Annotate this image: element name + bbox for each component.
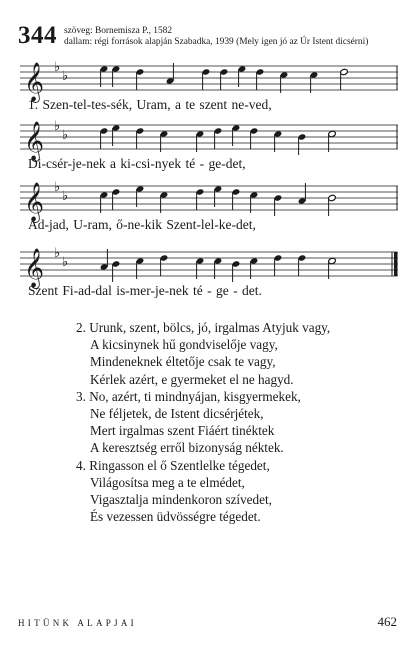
verse-3 <box>76 388 330 457</box>
verse-line: Kérlek azért, e gyermeket el ne hagyd. <box>90 371 294 387</box>
footer-section-title: HITÜNK ALAPJAI <box>18 618 137 628</box>
verse-line: 3. No, azért, ti mindnyájan, kisgyermekek, <box>76 388 301 404</box>
verse-2 <box>76 319 330 388</box>
verse-line: A kicsinynek hű gondviselője vagy, <box>90 337 278 353</box>
final-barline <box>394 252 398 276</box>
hymn-number: 344 <box>18 22 57 49</box>
flat-icon: ♭ <box>54 180 61 195</box>
flat-icon: ♭ <box>62 255 69 270</box>
verse-line: Mert irgalmas szent Fiáért tinéktek <box>90 423 275 439</box>
verse-line: És vezessen üdvösségre tégedet. <box>90 509 261 525</box>
verse-number: 2. <box>76 320 86 335</box>
text-credit: szöveg: Bornemisza P., 1582 <box>64 26 173 36</box>
verse-number: 4. <box>76 457 86 473</box>
lyric-line: Szent Fi-ad-dal is-mer-je-nek té - ge - det. <box>28 283 262 298</box>
verse-line: Vigasztalja mindenkoron szívedet, <box>90 492 272 508</box>
music-credit: dallam: régi források alapján Szabadka, 1939 (Mely igen jó az Úr Istent dicsérni) <box>64 37 369 47</box>
verse-line: 4. Ringasson el ő Szentlelke tégedet, <box>76 457 270 473</box>
lyric-line: 1. Szen-tel-tes-sék, Uram, a te szent ne-ved, <box>28 97 272 112</box>
lyric-line: Ad-jad, U-ram, ő-ne-kik Szent-lel-ke-det, <box>28 217 256 232</box>
flat-icon: ♭ <box>62 128 69 143</box>
flat-icon: ♭ <box>62 69 69 84</box>
verse-4 <box>76 457 330 526</box>
verse-line: A keresztség erről bizonyság néktek. <box>90 440 284 456</box>
treble-clef-icon: 𝄞 <box>24 121 45 161</box>
lyric-line: Di-csér-je-nek a ki-csi-nyek té - ge-det, <box>28 156 246 171</box>
flat-icon: ♭ <box>54 246 61 261</box>
flat-icon: ♭ <box>54 60 61 75</box>
flat-icon: ♭ <box>54 119 61 134</box>
verse-line: Ne féljetek, de Istent dicsérjétek, <box>90 406 264 422</box>
verse-line: 2. Urunk, szent, bölcs, jó, irgalmas Atyjuk vagy, <box>76 320 331 335</box>
treble-clef-icon: 𝄞 <box>24 248 45 288</box>
hymn-credits <box>64 26 368 48</box>
flat-icon: ♭ <box>62 189 69 204</box>
page-number: 462 <box>377 614 397 629</box>
verses <box>76 319 330 525</box>
verse-line: Mindeneknek éltetője csak te vagy, <box>90 354 276 370</box>
verse-number: 3. <box>76 388 86 404</box>
treble-clef-icon: 𝄞 <box>24 182 45 222</box>
verse-line: Világosítsa meg a te elmédet, <box>90 474 245 490</box>
treble-clef-icon: 𝄞 <box>24 62 45 102</box>
